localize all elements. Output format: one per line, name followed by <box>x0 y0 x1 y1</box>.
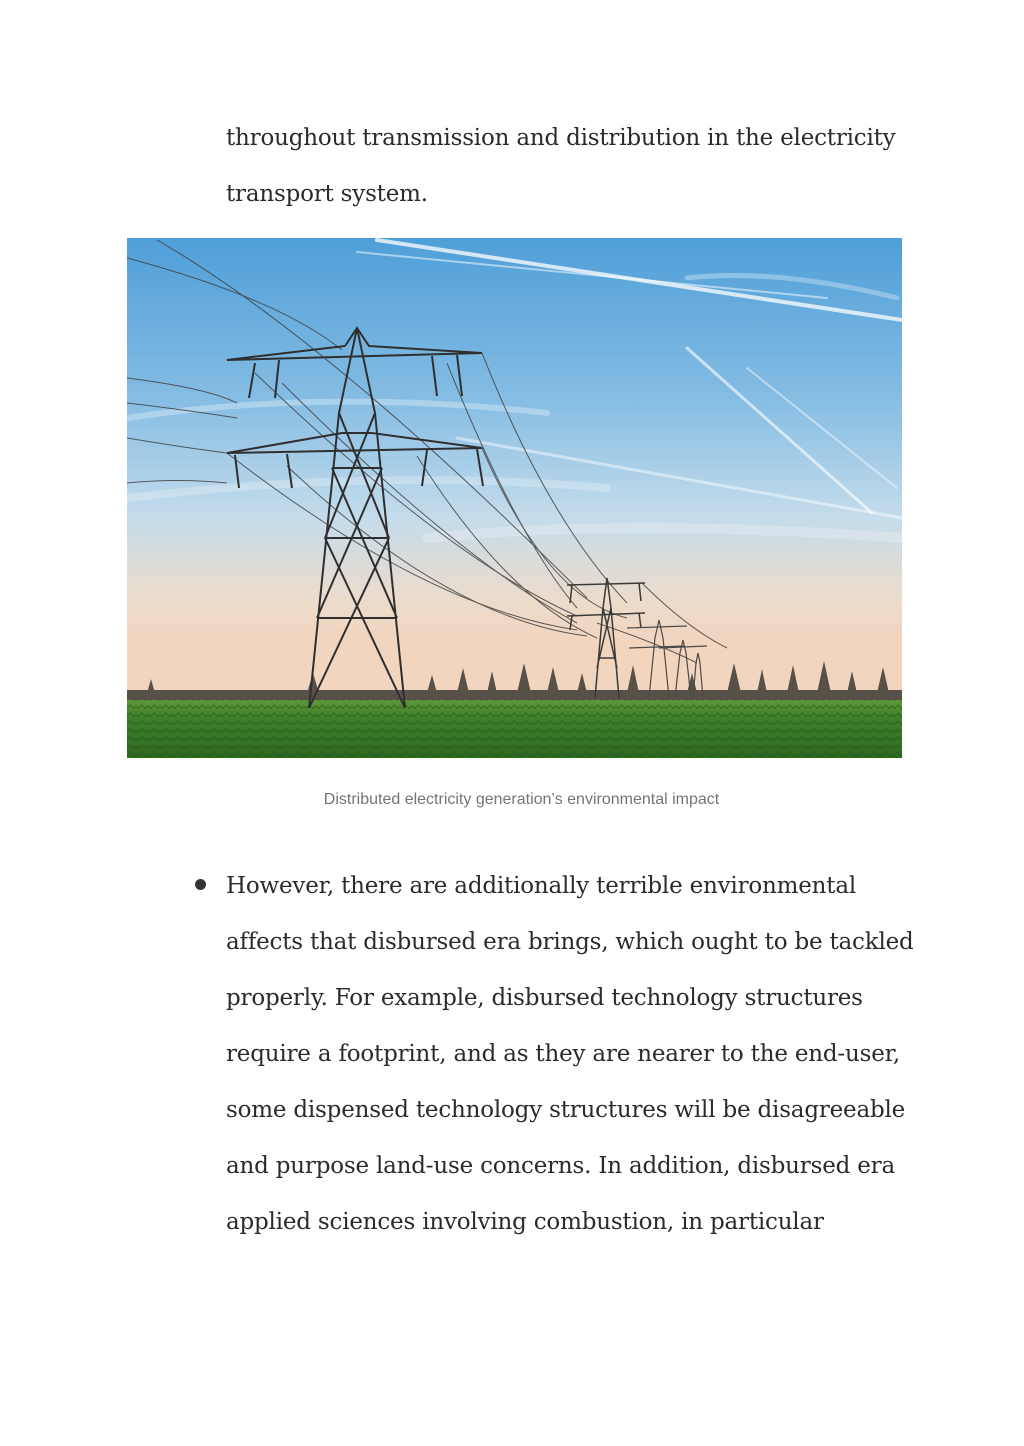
bullet-line-5: some dispensed technology structures will be disagreeable <box>226 1097 906 1123</box>
bullet-line-2: affects that disbursed era brings, which ought to be tackled <box>226 929 914 955</box>
figure-caption: Distributed electricity generation’s environmental impact <box>323 791 720 808</box>
bullet-dot-icon <box>195 879 206 890</box>
intro-line-2: transport system. <box>226 181 428 207</box>
intro-line-1: throughout transmission and distribution in the electricity <box>226 125 896 151</box>
bullet-line-7: applied sciences involving combustion, in particular <box>226 1209 824 1235</box>
bullet-line-4: require a footprint, and as they are nearer to the end-user, <box>226 1041 900 1067</box>
bullet-line-6: and purpose land-use concerns. In addition, disbursed era <box>226 1153 895 1179</box>
bullet-line-1: However, there are additionally terrible environmental <box>226 873 856 899</box>
power-lines-photo <box>127 238 902 758</box>
bullet-line-3: properly. For example, disbursed technology structures <box>226 985 863 1011</box>
